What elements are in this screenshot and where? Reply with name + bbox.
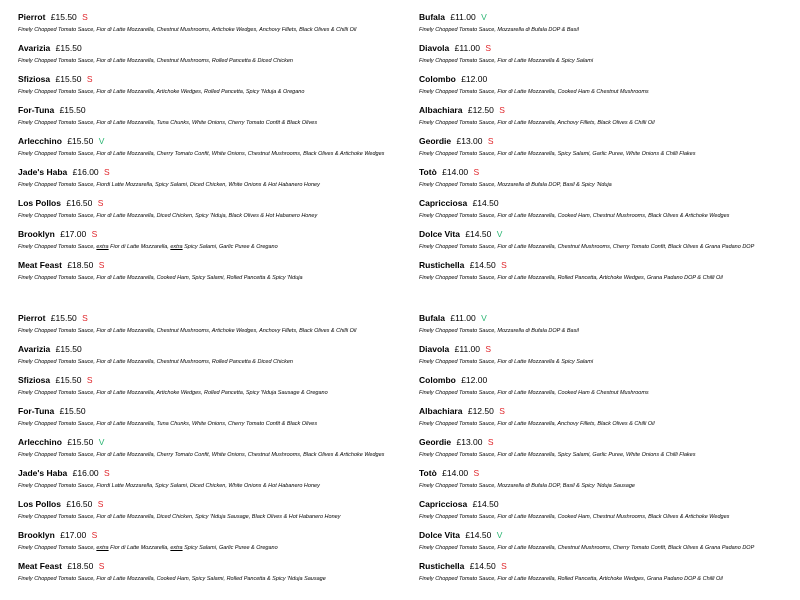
menu-item-heading bbox=[18, 11, 408, 23]
menu-item bbox=[419, 197, 794, 228]
pizza-description: Finely Chopped Tomato Sauce, Mozzarella di Bufala DOP, Basil & Spicy 'Nduja bbox=[419, 182, 612, 188]
menu-item bbox=[18, 197, 408, 228]
menu-item bbox=[18, 529, 408, 560]
pizza-price: £14.50 bbox=[465, 530, 492, 540]
pizza-price: £14.00 bbox=[442, 468, 469, 478]
pizza-name: Albachiara bbox=[419, 406, 463, 416]
pizza-description: Finely Chopped Tomato Sauce, Fior di Latte Mozzarella, Cooked Ham, Chestnut Mushrooms, Black Olives & Artichoke Wedges bbox=[419, 213, 730, 219]
menu-item bbox=[419, 560, 794, 591]
menu-item-heading bbox=[18, 73, 408, 85]
pizza-name: For-Tuna bbox=[18, 406, 55, 416]
spicy-badge: S bbox=[91, 530, 98, 540]
pizza-price: £11.00 bbox=[454, 344, 480, 354]
pizza-description: Finely Chopped Tomato Sauce, Fior di Latte Mozzarella, Spicy Salami, Garlic Puree, White Onions & Chilli Flakes bbox=[419, 452, 696, 458]
spicy-badge: S bbox=[86, 375, 93, 385]
spicy-badge: S bbox=[485, 43, 492, 53]
pizza-name: Diavola bbox=[419, 43, 450, 53]
pizza-description: Finely Chopped Tomato Sauce, Fior di Latte Mozzarella, Cooked Ham, Spicy Salami, Rolled Pancetta & Spicy 'Nduja Sausage bbox=[18, 576, 326, 582]
pizza-description: Finely Chopped Tomato Sauce, Fior di Latte Mozzarella, Rolled Pancetta, Artichoke Wedges, Grana Padano DOP & Chilli Oil bbox=[419, 275, 723, 281]
pizza-description: Finely Chopped Tomato Sauce, Fior di Latte Mozzarella, Spicy Salami, Garlic Puree, White Onions & Chilli Flakes bbox=[419, 151, 696, 157]
menu-item bbox=[18, 343, 408, 374]
pizza-description: Finely Chopped Tomato Sauce, Fior di Latte Mozzarella, Chestnut Mushrooms, Rolled Pancetta & Diced Chicken bbox=[18, 359, 293, 365]
spicy-badge: S bbox=[97, 499, 104, 509]
pizza-price: £18.50 bbox=[67, 260, 94, 270]
pizza-price: £13.00 bbox=[456, 136, 483, 146]
menu-item-heading bbox=[419, 467, 794, 479]
description-part: Finely Chopped Tomato Sauce, bbox=[18, 545, 97, 551]
pizza-price: £17.00 bbox=[60, 530, 87, 540]
pizza-name: Brooklyn bbox=[18, 229, 55, 239]
menu-column-left bbox=[18, 11, 408, 290]
menu-item bbox=[18, 405, 408, 436]
description-part: Spicy Salami, Garlic Puree & Oregano bbox=[182, 545, 278, 551]
spicy-badge: S bbox=[499, 406, 505, 416]
pizza-name: Los Pollos bbox=[18, 499, 61, 509]
menu-item-heading bbox=[419, 228, 794, 240]
spicy-badge: S bbox=[501, 260, 507, 270]
spicy-badge: S bbox=[86, 74, 93, 84]
menu-item bbox=[18, 42, 408, 73]
pizza-price: £15.50 bbox=[50, 12, 77, 22]
pizza-price: £18.50 bbox=[67, 561, 94, 571]
menu-item bbox=[419, 436, 794, 467]
menu-item-heading bbox=[419, 197, 794, 209]
pizza-description: Finely Chopped Tomato Sauce, Fior di Latte Mozzarella, Chestnut Mushrooms, Artichoke Wedges, Anchovy Fillets, Black Olives & Chilli Oil bbox=[18, 328, 357, 334]
pizza-price: £16.50 bbox=[66, 499, 93, 509]
menu-item-heading bbox=[419, 42, 794, 54]
pizza-price: £16.00 bbox=[72, 468, 99, 478]
pizza-name: Arlecchino bbox=[18, 437, 62, 447]
pizza-price: £15.50 bbox=[55, 74, 82, 84]
menu-item-heading bbox=[419, 529, 794, 541]
pizza-price: £14.50 bbox=[472, 499, 499, 509]
menu-item bbox=[419, 312, 794, 343]
menu-item bbox=[419, 259, 794, 290]
pizza-description: Finely Chopped Tomato Sauce, Fiordi Latte Mozzarella, Spicy Salami, Diced Chicken, White Onions & Hot Habanero Honey bbox=[18, 182, 320, 188]
menu-item-heading bbox=[419, 343, 794, 355]
menu-item-heading bbox=[18, 42, 408, 54]
menu-item bbox=[419, 11, 794, 42]
menu-item bbox=[18, 73, 408, 104]
pizza-description: Finely Chopped Tomato Sauce, Fior di Latte Mozzarella, Anchovy Fillets, Black Olives & Chilli Oil bbox=[419, 120, 655, 126]
pizza-description: Finely Chopped Tomato Sauce, Fiordi Latte Mozzarella, Spicy Salami, Diced Chicken, White Onions & Hot Habanero Honey bbox=[18, 483, 320, 489]
menu-item-heading bbox=[18, 374, 408, 386]
menu-item bbox=[419, 405, 794, 436]
pizza-description bbox=[18, 243, 408, 251]
pizza-description: Finely Chopped Tomato Sauce, Fior di Latte Mozzarella, Diced Chicken, Spicy 'Nduja, Black Olives & Hot Habanero Honey bbox=[18, 213, 318, 219]
spicy-badge: S bbox=[485, 344, 492, 354]
menu-item-heading bbox=[419, 73, 794, 85]
menu-item bbox=[18, 436, 408, 467]
pizza-name: Geordie bbox=[419, 136, 452, 146]
menu-item bbox=[18, 259, 408, 290]
pizza-price: £15.50 bbox=[55, 43, 82, 53]
menu-item-heading bbox=[419, 104, 794, 116]
pizza-price: £12.50 bbox=[467, 105, 494, 115]
pizza-price: £14.50 bbox=[469, 260, 496, 270]
pizza-name: Jade's Haba bbox=[18, 468, 68, 478]
pizza-price: £11.00 bbox=[454, 43, 480, 53]
spicy-badge: S bbox=[98, 561, 105, 571]
spicy-badge: S bbox=[473, 468, 480, 478]
pizza-price: £15.50 bbox=[50, 313, 77, 323]
menu-item bbox=[18, 135, 408, 166]
menu-item-heading bbox=[18, 228, 408, 240]
pizza-name: Avarizia bbox=[18, 344, 51, 354]
menu-item bbox=[18, 166, 408, 197]
pizza-name: Diavola bbox=[419, 344, 450, 354]
menu-item-heading bbox=[419, 135, 794, 147]
pizza-price: £11.00 bbox=[450, 12, 476, 22]
pizza-price: £14.50 bbox=[469, 561, 496, 571]
menu-item-heading bbox=[419, 560, 794, 572]
pizza-description: Finely Chopped Tomato Sauce, Fior di Latte Mozzarella & Spicy Salami bbox=[419, 359, 594, 365]
menu-item bbox=[419, 135, 794, 166]
pizza-description: Finely Chopped Tomato Sauce, Mozzarella di Bufala DOP & Basil bbox=[419, 328, 579, 334]
menu-item-heading bbox=[18, 259, 408, 271]
pizza-price: £13.00 bbox=[456, 437, 483, 447]
pizza-description: Finely Chopped Tomato Sauce, Mozzarella di Bufala DOP & Basil bbox=[419, 27, 579, 33]
vegetarian-badge: V bbox=[481, 12, 487, 22]
menu-item bbox=[18, 560, 408, 591]
menu-block-2 bbox=[0, 301, 800, 591]
description-part: Fior di Latte Mozzarella, bbox=[108, 244, 171, 250]
pizza-name: Rustichella bbox=[419, 260, 465, 270]
pizza-description: Finely Chopped Tomato Sauce, Fior di Latte Mozzarella, Tuna Chunks, White Onions, Cherry Tomato Confit & Black Olives bbox=[18, 421, 318, 427]
pizza-description: Finely Chopped Tomato Sauce, Fior di Latte Mozzarella, Cooked Ham, Spicy Salami, Rolled Pancetta & Spicy 'Nduja bbox=[18, 275, 303, 281]
pizza-name: Jade's Haba bbox=[18, 167, 68, 177]
pizza-price: £12.50 bbox=[467, 406, 494, 416]
menu-item bbox=[419, 42, 794, 73]
menu-item bbox=[419, 104, 794, 135]
menu-item bbox=[419, 343, 794, 374]
menu-column-right bbox=[419, 11, 794, 290]
pizza-name: Pierrot bbox=[18, 313, 46, 323]
spicy-badge: S bbox=[97, 198, 104, 208]
description-part: Spicy Salami, Garlic Puree & Oregano bbox=[182, 244, 278, 250]
pizza-name: Capricciosa bbox=[419, 499, 468, 509]
menu-item-heading bbox=[419, 166, 794, 178]
pizza-name: For-Tuna bbox=[18, 105, 55, 115]
pizza-description: Finely Chopped Tomato Sauce, Fior di Latte Mozzarella, Cooked Ham & Chestnut Mushrooms bbox=[419, 89, 649, 95]
pizza-name: Meat Feast bbox=[18, 260, 62, 270]
pizza-name: Pierrot bbox=[18, 12, 46, 22]
spicy-badge: S bbox=[91, 229, 98, 239]
menu-item-heading bbox=[419, 498, 794, 510]
pizza-description: Finely Chopped Tomato Sauce, Fior di Latte Mozzarella, Chestnut Mushrooms, Rolled Pancetta & Diced Chicken bbox=[18, 58, 293, 64]
menu-item-heading bbox=[18, 436, 408, 448]
pizza-description: Finely Chopped Tomato Sauce, Fior di Latte Mozzarella, Cooked Ham & Chestnut Mushrooms bbox=[419, 390, 649, 396]
menu-item-heading bbox=[419, 374, 794, 386]
pizza-price: £16.50 bbox=[66, 198, 93, 208]
menu-column-left bbox=[18, 312, 408, 591]
menu-item-heading bbox=[18, 405, 408, 417]
menu-item-heading bbox=[18, 312, 408, 324]
pizza-name: Sfiziosa bbox=[18, 74, 51, 84]
menu-item-heading bbox=[18, 104, 408, 116]
menu-item bbox=[419, 228, 794, 259]
pizza-price: £15.50 bbox=[55, 375, 82, 385]
spicy-badge: S bbox=[501, 561, 507, 571]
menu-item bbox=[419, 374, 794, 405]
pizza-price: £14.50 bbox=[472, 198, 499, 208]
pizza-price: £15.50 bbox=[59, 406, 86, 416]
menu-item bbox=[18, 228, 408, 259]
description-emphasis: extra bbox=[96, 545, 109, 551]
pizza-description: Finely Chopped Tomato Sauce, Fior di Latte Mozzarella, Tuna Chunks, White Onions, Cherry Tomato Confit & Black Olives bbox=[18, 120, 318, 126]
pizza-description: Finely Chopped Tomato Sauce, Fior di Latte Mozzarella, Cherry Tomato Confit, White Onions, Chestnut Mushrooms, Black Olives & Artichoke Wedges bbox=[18, 151, 385, 157]
spicy-badge: S bbox=[487, 437, 494, 447]
pizza-description: Finely Chopped Tomato Sauce, Fior di Latte Mozzarella & Spicy Salami bbox=[419, 58, 594, 64]
description-emphasis: extra bbox=[96, 244, 109, 250]
pizza-description bbox=[18, 544, 408, 552]
menu-item bbox=[18, 467, 408, 498]
pizza-name: Totò bbox=[419, 468, 437, 478]
description-emphasis: extra bbox=[170, 244, 183, 250]
menu-column-right bbox=[419, 312, 794, 591]
menu-block-1 bbox=[0, 0, 800, 290]
pizza-description: Finely Chopped Tomato Sauce, Fior di Latte Mozzarella, Diced Chicken, Spicy 'Nduja Sausage, Black Olives & Hot Habanero Honey bbox=[18, 514, 341, 520]
pizza-price: £15.50 bbox=[59, 105, 86, 115]
menu-item-heading bbox=[419, 436, 794, 448]
menu-item-heading bbox=[18, 498, 408, 510]
spicy-badge: S bbox=[82, 313, 88, 323]
pizza-price: £15.50 bbox=[67, 136, 94, 146]
pizza-name: Bufala bbox=[419, 313, 445, 323]
menu-item-heading bbox=[419, 405, 794, 417]
pizza-name: Avarizia bbox=[18, 43, 51, 53]
pizza-price: £12.00 bbox=[461, 375, 488, 385]
menu-item-heading bbox=[18, 343, 408, 355]
menu-item bbox=[18, 374, 408, 405]
pizza-price: £16.00 bbox=[72, 167, 99, 177]
pizza-price: £14.00 bbox=[442, 167, 469, 177]
description-part: Finely Chopped Tomato Sauce, bbox=[18, 244, 97, 250]
description-emphasis: extra bbox=[170, 545, 183, 551]
pizza-name: Bufala bbox=[419, 12, 445, 22]
pizza-name: Colombo bbox=[419, 74, 456, 84]
menu-item bbox=[419, 529, 794, 560]
menu-item-heading bbox=[419, 259, 794, 271]
pizza-price: £15.50 bbox=[55, 344, 82, 354]
vegetarian-badge: V bbox=[98, 437, 105, 447]
menu-item-heading bbox=[18, 560, 408, 572]
spicy-badge: S bbox=[499, 105, 505, 115]
vegetarian-badge: V bbox=[496, 229, 503, 239]
menu-item bbox=[18, 104, 408, 135]
menu-item-heading bbox=[419, 312, 794, 324]
pizza-description: Finely Chopped Tomato Sauce, Fior di Latte Mozzarella, Cherry Tomato Confit, White Onions, Chestnut Mushrooms, Black Olives & Artichoke Wedges bbox=[18, 452, 385, 458]
vegetarian-badge: V bbox=[98, 136, 105, 146]
pizza-description: Finely Chopped Tomato Sauce, Fior di Latte Mozzarella, Chestnut Mushrooms, Artichoke Wedges, Anchovy Fillets, Black Olives & Chilli Oil bbox=[18, 27, 357, 33]
menu-item-heading bbox=[18, 529, 408, 541]
pizza-price: £15.50 bbox=[67, 437, 94, 447]
pizza-name: Capricciosa bbox=[419, 198, 468, 208]
spicy-badge: S bbox=[82, 12, 88, 22]
pizza-price: £17.00 bbox=[60, 229, 87, 239]
pizza-name: Albachiara bbox=[419, 105, 463, 115]
spicy-badge: S bbox=[98, 260, 105, 270]
pizza-price: £12.00 bbox=[461, 74, 488, 84]
pizza-name: Brooklyn bbox=[18, 530, 55, 540]
vegetarian-badge: V bbox=[496, 530, 503, 540]
menu-item bbox=[419, 498, 794, 529]
pizza-name: Rustichella bbox=[419, 561, 465, 571]
pizza-name: Sfiziosa bbox=[18, 375, 51, 385]
spicy-badge: S bbox=[104, 468, 110, 478]
pizza-description: Finely Chopped Tomato Sauce, Fior di Latte Mozzarella, Cooked Ham, Chestnut Mushrooms, Black Olives & Artichoke Wedges bbox=[419, 514, 730, 520]
pizza-description: Finely Chopped Tomato Sauce, Fior di Latte Mozzarella, Chestnut Mushrooms, Cherry Tomato Confit, Black Olives & Grana Padano DOP bbox=[419, 244, 755, 250]
menu-item-heading bbox=[18, 467, 408, 479]
menu-item-heading bbox=[18, 135, 408, 147]
pizza-name: Totò bbox=[419, 167, 437, 177]
pizza-price: £14.50 bbox=[465, 229, 492, 239]
description-part: Fior di Latte Mozzarella, bbox=[108, 545, 171, 551]
vegetarian-badge: V bbox=[481, 313, 487, 323]
menu-item bbox=[419, 467, 794, 498]
pizza-name: Colombo bbox=[419, 375, 456, 385]
pizza-name: Los Pollos bbox=[18, 198, 61, 208]
pizza-description: Finely Chopped Tomato Sauce, Fior di Latte Mozzarella, Artichoke Wedges, Rolled Pancetta, Spicy 'Nduja Sausage & Oregano bbox=[18, 390, 328, 396]
pizza-name: Dolce Vita bbox=[419, 530, 460, 540]
spicy-badge: S bbox=[487, 136, 494, 146]
spicy-badge: S bbox=[473, 167, 480, 177]
menu-item bbox=[419, 73, 794, 104]
menu-item bbox=[18, 11, 408, 42]
pizza-price: £11.00 bbox=[450, 313, 476, 323]
pizza-name: Dolce Vita bbox=[419, 229, 460, 239]
pizza-description: Finely Chopped Tomato Sauce, Fior di Latte Mozzarella, Anchovy Fillets, Black Olives & Chilli Oil bbox=[419, 421, 655, 427]
spicy-badge: S bbox=[104, 167, 110, 177]
pizza-description: Finely Chopped Tomato Sauce, Fior di Latte Mozzarella, Chestnut Mushrooms, Cherry Tomato Confit, Black Olives & Grana Padano DOP bbox=[419, 545, 755, 551]
menu-item-heading bbox=[419, 11, 794, 23]
pizza-name: Arlecchino bbox=[18, 136, 62, 146]
menu-item-heading bbox=[18, 166, 408, 178]
pizza-description: Finely Chopped Tomato Sauce, Mozzarella di Bufala DOP, Basil & Spicy 'Nduja Sausage bbox=[419, 483, 635, 489]
menu-item-heading bbox=[18, 197, 408, 209]
menu-item bbox=[419, 166, 794, 197]
pizza-name: Geordie bbox=[419, 437, 452, 447]
pizza-description: Finely Chopped Tomato Sauce, Fior di Latte Mozzarella, Artichoke Wedges, Rolled Pancetta, Spicy 'Nduja & Oregano bbox=[18, 89, 305, 95]
menu-item bbox=[18, 312, 408, 343]
menu-item bbox=[18, 498, 408, 529]
pizza-name: Meat Feast bbox=[18, 561, 62, 571]
pizza-description: Finely Chopped Tomato Sauce, Fior di Latte Mozzarella, Rolled Pancetta, Artichoke Wedges, Grana Padano DOP & Chilli Oil bbox=[419, 576, 723, 582]
